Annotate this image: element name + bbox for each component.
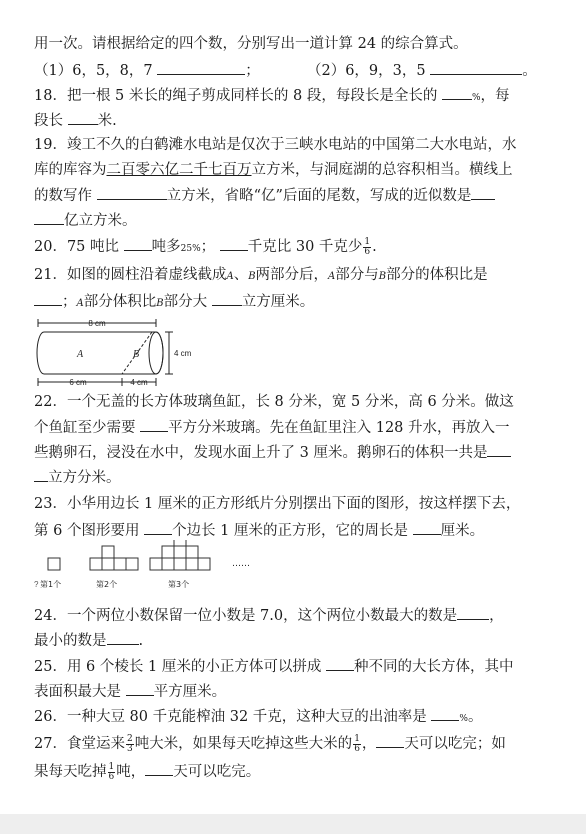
pattern-label-1: 第1个	[40, 580, 62, 589]
question-25-line-1: 25．用 6 个棱长 1 厘米的小正方体可以拼成 种不同的大长方体，其中	[34, 656, 513, 677]
page-footer-band	[0, 814, 586, 834]
cylinder-figure	[34, 316, 204, 388]
answer-blank[interactable]	[413, 520, 441, 535]
pattern-ellipsis: ……	[232, 559, 250, 569]
answer-blank[interactable]	[34, 467, 48, 482]
fraction-one-sixth: $\frac{1}{6}$	[354, 733, 360, 754]
answer-blank[interactable]	[144, 520, 172, 535]
answer-blank[interactable]	[431, 706, 459, 721]
answer-blank[interactable]	[34, 210, 64, 225]
answer-blank[interactable]	[34, 291, 62, 306]
fraction-one-sixth: $\frac{1}{6}$	[108, 761, 115, 782]
answer-blank[interactable]	[107, 630, 139, 645]
dimension-bottom-right: 4 cm	[130, 378, 148, 387]
part-a-label: A	[77, 349, 84, 360]
answer-blank[interactable]	[145, 761, 173, 776]
pattern-label-2: 第2个	[96, 580, 118, 589]
dimension-height: 4 cm	[174, 349, 192, 358]
answer-blank[interactable]	[124, 236, 152, 251]
answer-blank[interactable]	[442, 85, 472, 100]
part-b-label: B	[133, 349, 140, 360]
square-pattern-figure	[34, 540, 274, 600]
question-24-line-2: 最小的数是 .	[34, 630, 143, 651]
answer-blank[interactable]	[471, 185, 495, 200]
question-19-line-4: 亿立方米。	[34, 210, 137, 231]
answer-blank[interactable]	[157, 60, 245, 75]
question-18-line-2: 段长 米.	[34, 110, 117, 131]
question-25-line-2: 表面积最大是 平方厘米。	[34, 681, 226, 702]
answer-blank[interactable]	[457, 605, 489, 620]
question-19-line-1: 19．竣工不久的白鹤滩水电站是仅次于三峡水电站的中国第二大水电站，水	[34, 137, 517, 153]
question-27-line-2: 果每天吃掉 $\frac{1}{6}$ 吨， 天可以吃完。	[34, 761, 261, 782]
question-19-line-3: 的数写作 立方米，省略“亿”后面的尾数，写成的近似数是	[34, 185, 495, 206]
question-27-line-1: 27．食堂运来 $\frac{2}{3}$ 吨大米，如果每天吃掉这些大米的 $\frac{1}{6}$ ， 天可以吃完；如	[34, 733, 506, 754]
question-21-line-2: ；A部分体积比B部分大 立方厘米。	[34, 291, 314, 314]
dimension-bottom-left: 6 cm	[69, 378, 87, 387]
question-18-line-1: 18．把一根 5 米长的绳子剪成同样长的 8 段，每段长是全长的 %，每	[34, 85, 510, 108]
answer-blank[interactable]	[326, 656, 354, 671]
underlined-number: 二百零六亿二千七百万	[106, 162, 252, 178]
question-26-line: 26．一种大豆 80 千克能榨油 32 千克，这种大豆的出油率是 %。	[34, 706, 482, 729]
answer-blank[interactable]	[376, 733, 404, 748]
question-17-line: （1）6，5，8，7 ； （2）6，9，3，5 。	[34, 60, 537, 81]
answer-blank[interactable]	[97, 185, 167, 200]
question-24-line-1: 24．一个两位小数保留一位小数是 7.0，这个两位小数最大的数是 ，	[34, 605, 504, 626]
question-19-line-2: 库的库容为二百零六亿二千七百万立方米，与洞庭湖的总容积相当。横线上	[34, 162, 513, 178]
svg-text:?: ?	[34, 580, 39, 589]
pattern-label-3: 第3个	[168, 580, 190, 589]
question-22-line-1: 22．一个无盖的长方体玻璃鱼缸，长 8 分米，宽 5 分米，高 6 分米。做这	[34, 394, 514, 410]
fraction-one-sixth: $\frac{1}{6}$	[364, 236, 371, 257]
answer-blank[interactable]	[220, 236, 248, 251]
question-23-line-1: 23．小华用边长 1 厘米的正方形纸片分别摆出下面的图形，按这样摆下去，	[34, 496, 521, 512]
question-23-line-2: 第 6 个图形要用 个边长 1 厘米的正方形，它的周长是 厘米。	[34, 520, 484, 541]
answer-blank[interactable]	[140, 417, 168, 432]
answer-blank[interactable]	[430, 60, 522, 75]
answer-blank[interactable]	[68, 110, 98, 125]
question-22-line-4: 立方分米。	[34, 467, 121, 488]
question-22-line-2: 个鱼缸至少需要 平方分米玻璃。先在鱼缸里注入 128 升水，再放入一	[34, 417, 510, 438]
answer-blank[interactable]	[126, 681, 154, 696]
answer-blank[interactable]	[212, 291, 242, 306]
intro-line: 用一次。请根据给定的四个数，分别写出一道计算 24 的综合算式。	[34, 36, 468, 52]
dimension-top: 8 cm	[88, 319, 106, 328]
question-20-line: 20．75 吨比 吨多25%； 千克比 30 千克少 $\frac{1}{6}$ .	[34, 236, 377, 257]
fraction-two-thirds: $\frac{2}{3}$	[126, 733, 133, 754]
question-21-line-1: 21．如图的圆柱沿着虚线截成A、B两部分后，A部分与B部分的体积比是	[34, 267, 488, 283]
answer-blank[interactable]	[487, 442, 511, 457]
question-22-line-3: 些鹅卵石，浸没在水中，发现水面上升了 3 厘米。鹅卵石的体积一共是	[34, 442, 511, 463]
